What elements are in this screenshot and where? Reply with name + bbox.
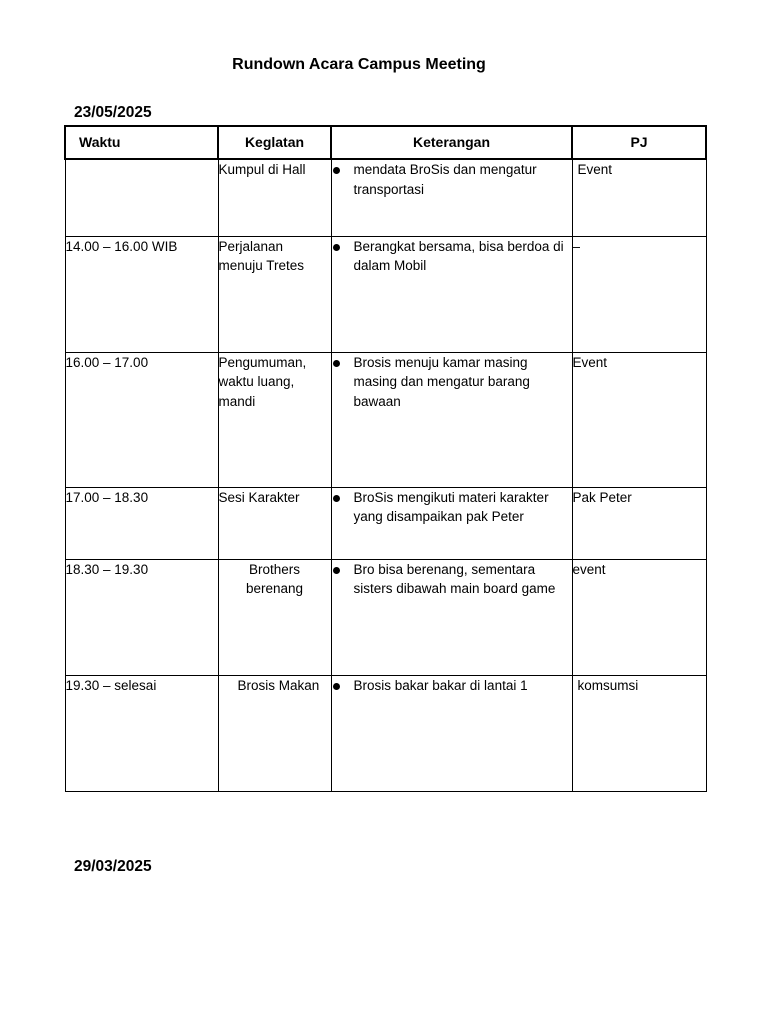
cell-pj: Pak Peter xyxy=(572,487,706,559)
cell-waktu: 16.00 – 17.00 xyxy=(65,352,218,487)
bullet-text: Brosis bakar bakar di lantai 1 xyxy=(353,677,528,693)
table-row xyxy=(65,559,706,675)
bullet-text: Bro bisa berenang, sementara sisters dibawah main board game xyxy=(353,561,556,596)
bullet-text: Berangkat bersama, bisa berdoa di dalam Mobil xyxy=(353,238,564,273)
cell-keterangan xyxy=(331,559,572,675)
cell-keterangan xyxy=(331,352,572,487)
header-kegiatan: Keglatan xyxy=(218,126,331,159)
cell-keterangan xyxy=(331,236,572,352)
cell-waktu xyxy=(65,159,218,236)
bullet-item xyxy=(332,237,572,276)
header-keterangan: Keterangan xyxy=(331,126,572,159)
table-row xyxy=(65,487,706,559)
bullet-text: Brosis menuju kamar masing masing dan mengatur barang bawaan xyxy=(353,354,530,409)
cell-waktu: 18.30 – 19.30 xyxy=(65,559,218,675)
cell-waktu: 14.00 – 16.00 WIB xyxy=(65,236,218,352)
bullet-icon xyxy=(333,567,340,574)
cell-kegiatan: Perjalanan menuju Tretes xyxy=(218,236,331,352)
bullet-icon xyxy=(333,683,340,690)
cell-keterangan xyxy=(331,487,572,559)
bullet-item xyxy=(332,160,572,199)
bullet-icon xyxy=(333,244,340,251)
bullet-item xyxy=(332,676,572,696)
cell-pj: Event xyxy=(572,159,706,236)
table-header-row xyxy=(65,126,706,159)
cell-keterangan xyxy=(331,159,572,236)
cell-kegiatan: Kumpul di Hall xyxy=(218,159,331,236)
header-waktu: Waktu xyxy=(65,126,218,159)
cell-pj: Event xyxy=(572,352,706,487)
header-pj: PJ xyxy=(572,126,706,159)
table-row xyxy=(65,236,706,352)
cell-kegiatan: Brosis Makan xyxy=(218,675,331,791)
table-row xyxy=(65,352,706,487)
cell-pj: – xyxy=(572,236,706,352)
bullet-icon xyxy=(333,495,340,502)
table-row xyxy=(65,675,706,791)
cell-waktu: 17.00 – 18.30 xyxy=(65,487,218,559)
bullet-text: BroSis mengikuti materi karakter yang disampaikan pak Peter xyxy=(353,489,549,524)
cell-kegiatan: Pengumuman, waktu luang, mandi xyxy=(218,352,331,487)
cell-pj: event xyxy=(572,559,706,675)
bullet-icon xyxy=(333,360,340,367)
bullet-item xyxy=(332,560,572,599)
document-title: Rundown Acara Campus Meeting xyxy=(232,56,486,73)
cell-kegiatan: Brothers berenang xyxy=(218,559,331,675)
date-heading-1: 23/05/2025 xyxy=(74,104,152,121)
bullet-icon xyxy=(333,167,340,174)
bullet-item xyxy=(332,353,572,412)
cell-kegiatan: Sesi Karakter xyxy=(218,487,331,559)
date-heading-2: 29/03/2025 xyxy=(74,858,152,875)
rundown-table xyxy=(64,125,707,792)
bullet-text: mendata BroSis dan mengatur transportasi xyxy=(353,162,537,197)
cell-waktu: 19.30 – selesai xyxy=(65,675,218,791)
cell-keterangan xyxy=(331,675,572,791)
cell-pj: komsumsi xyxy=(572,675,706,791)
table-row xyxy=(65,159,706,236)
bullet-item xyxy=(332,488,572,527)
